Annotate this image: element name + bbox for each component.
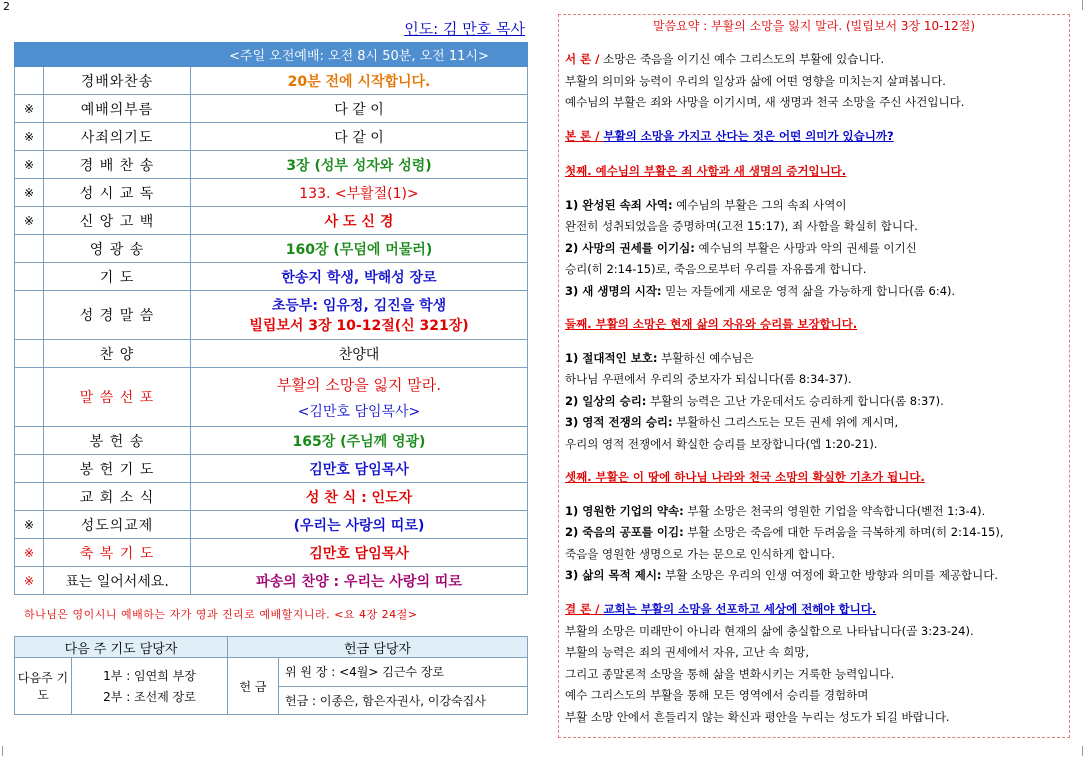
order-item-value: (우리는 사랑의 띠로) <box>191 511 528 539</box>
sermon-summary-panel <box>558 14 1070 738</box>
order-item-name: 성도의교제 <box>44 511 191 539</box>
order-row <box>15 263 528 291</box>
point-1-line: 3) 새 생명의 시작: 믿는 자들에게 새로운 영적 삶을 가능하게 합니다(롬 6:4). <box>565 283 956 298</box>
order-item-name: 축 복 기 도 <box>44 539 191 567</box>
point-3-line: 2) 죽음의 공포를 이김: 부활 소망은 죽음에 대한 두려움을 극복하게 하며(히 2:14-15), <box>565 525 1004 539</box>
point-3-heading: 셋째. 부활은 이 땅에 하나님 나라와 천국 소망의 확실한 기초가 됩니다. <box>565 470 925 484</box>
scripture-verse: 하나님은 영이시니 예배하는 자가 영과 진리로 예배할지니라. <요 4장 24절> <box>24 608 418 621</box>
order-row <box>15 427 528 455</box>
order-item-name: 영 광 송 <box>44 235 191 263</box>
point-2-line: 하나님 우편에서 우리의 중보자가 되십니다(롬 8:34-37). <box>565 372 852 386</box>
order-item-value: 파송의 찬양 : 우리는 사랑의 띠로 <box>191 567 528 595</box>
order-item-value: 160장 (무덤에 머물러) <box>191 235 528 263</box>
order-item-value: 김만호 담임목사 <box>191 455 528 483</box>
prayer-duty-label: 다음주 기 도 <box>15 658 72 715</box>
order-row <box>15 483 528 511</box>
order-row <box>15 340 528 368</box>
order-item-value: 다 같 이 <box>191 123 528 151</box>
prayer-duty-2: 2부 : 조선제 장로 <box>103 690 196 704</box>
sermon-preacher: <김만호 담임목사> <box>297 403 421 420</box>
corner-mark <box>1072 0 1083 10</box>
order-row <box>15 291 528 340</box>
preacher-label: 인도: 김 만호 목사 <box>404 20 525 38</box>
intro-section: 서 론 / 소망은 죽음을 이기신 예수 그리스도의 부활에 있습니다. 부활의 의미와 능력이 우리의 일상과 삶에 어떤 영향을 미치는지 살펴봅니다. 예수님의 부활은 죄와 사망을 이기시며, 새 생명과 천국 소망을 주신 사건입니다. <box>565 52 965 109</box>
corner-mark <box>2 746 13 756</box>
order-item-name: 봉 헌 기 도 <box>44 455 191 483</box>
point-2-line: 3) 영적 전쟁의 승리: 부활하신 그리스도는 모든 권세 위에 계시며, <box>565 415 899 429</box>
order-item-name: 경 배 찬 송 <box>44 151 191 179</box>
order-item-name: 봉 헌 송 <box>44 427 191 455</box>
order-item-value: 찬양대 <box>191 340 528 368</box>
prayer-duty-names <box>72 658 228 715</box>
intro-label: 서 론 / <box>565 52 600 66</box>
duty-header-row <box>15 637 528 658</box>
order-item-value <box>191 368 528 427</box>
offering-committee: 위 원 장 : <4월> 김근수 장로 <box>279 658 528 687</box>
order-item-name: 성 시 교 독 <box>44 179 191 207</box>
point-1-heading: 첫째. 예수님의 부활은 죄 사함과 새 생명의 증거입니다. <box>565 164 847 178</box>
order-item-value <box>191 291 528 340</box>
order-row: ※ 예배의부름 다 같 이 <box>15 95 528 123</box>
order-item-name: 찬 양 <box>44 340 191 368</box>
sermon-title: 부활의 소망을 잃지 말라. <box>277 375 441 394</box>
point-3-line: 3) 삶의 목적 제시: 부활 소망은 우리의 인생 여정에 확고한 방향과 의미를 제공합니다. <box>565 568 999 582</box>
order-item-name: 말 씀 선 포 <box>44 368 191 427</box>
order-item-name: 성 경 말 씀 <box>44 291 191 340</box>
order-row: ※ 성 시 교 독 133. <부활절(1)> <box>15 179 528 207</box>
order-item-name: 경배와찬송 <box>44 67 191 95</box>
order-item-value: 김만호 담임목사 <box>191 539 528 567</box>
service-time: <주일 오전예배: 오전 8시 50분, 오전 11시> <box>191 43 528 67</box>
summary-title: 말씀요약 : 부활의 소망을 잃지 말라. (빌립보서 3장 10-12절) <box>652 19 976 33</box>
order-item-name: 사죄의기도 <box>44 123 191 151</box>
service-time-row <box>15 43 528 67</box>
order-item-value: 20분 전에 시작합니다. <box>191 67 528 95</box>
point-2-heading: 둘째. 부활의 소망은 현재 삶의 자유와 승리를 보장합니다. <box>565 317 858 331</box>
body-heading: 본 론 / 부활의 소망을 가지고 산다는 것은 어떤 의미가 있습니까? <box>565 129 894 143</box>
worship-order-panel <box>14 16 528 595</box>
point-1 <box>565 161 955 302</box>
offering-members: 헌금 : 이종은, 함은자권사, 이강숙집사 <box>279 686 528 715</box>
order-row <box>15 67 528 95</box>
order-item-name: 표는 일어서세요. <box>44 567 191 595</box>
point-3 <box>565 467 1004 587</box>
corner-mark <box>1072 746 1083 756</box>
point-3-line: 죽음을 영원한 생명으로 가는 문으로 인식하게 합니다. <box>565 546 835 561</box>
page-number: 2 <box>3 0 10 13</box>
point-1-line: 2) 사망의 권세를 이기심: 예수님의 부활은 사망과 악의 권세를 이기신 <box>565 240 917 255</box>
order-item-value: 성 찬 식 : 인도자 <box>191 483 528 511</box>
order-item-name: 기 도 <box>44 263 191 291</box>
order-item-name: 신 앙 고 백 <box>44 207 191 235</box>
prayer-duty-1: 1부 : 임연희 부장 <box>103 669 196 683</box>
order-row: ※ 표는 일어서세요. 파송의 찬양 : 우리는 사랑의 띠로 <box>15 567 528 595</box>
order-item-value: 다 같 이 <box>191 95 528 123</box>
order-item-value: 3장 (성부 성자와 성령) <box>191 151 528 179</box>
order-item-name: 예배의부름 <box>44 95 191 123</box>
order-row: ※ 축 복 기 도 김만호 담임목사 <box>15 539 528 567</box>
prayer-duty-header: 다음 주 기도 담당자 <box>15 637 228 658</box>
order-item-value: 사 도 신 경 <box>191 207 528 235</box>
point-1-line: 완전히 성취되었음을 증명하며(고전 15:17), 죄 사함을 확실히 합니다. <box>565 219 918 233</box>
order-row <box>15 368 528 427</box>
order-row <box>15 455 528 483</box>
order-row: ※ 경 배 찬 송 3장 (성부 성자와 성령) <box>15 151 528 179</box>
order-item-value: 133. <부활절(1)> <box>191 179 528 207</box>
conclusion-section: 결 론 / 교회는 부활의 소망을 선포하고 세상에 전해야 합니다. 부활의 소망은 미래만이 아니라 현재의 삶에 충실함으로 나타납니다(골 3:23-24). 부활의 능력은 죄의 권세에서 자유, 고난 속 희망, 그리고 종말론적 소망을 통해 삶을 변화시키는 거룩한 능력입니다. 예수 그리스도의 부활을 통해 모든 영역에서 승리를 경험하며 부활 소망 안에서 흔들리지 않는 확신과 평안을 누리는 성도가 되길 바랍니다. <box>565 599 974 728</box>
order-row: ※ 신 앙 고 백 사 도 신 경 <box>15 207 528 235</box>
scripture-reader: 초등부: 임유정, 김진을 학생 <box>271 298 447 314</box>
point-1-line: 승리(히 2:14-15)로, 죽음으로부터 우리를 자유롭게 합니다. <box>565 262 867 276</box>
point-2-line: 우리의 영적 전쟁에서 확실한 승리를 보장합니다(엡 1:20-21). <box>565 436 878 451</box>
worship-order-table <box>14 42 528 595</box>
scripture-passage: 빌립보서 3장 10-12절(신 321장) <box>249 318 469 334</box>
order-row: ※ 사죄의기도 다 같 이 <box>15 123 528 151</box>
order-item-value: 한송지 학생, 박해성 장로 <box>191 263 528 291</box>
order-item-value: 165장 (주님께 영광) <box>191 427 528 455</box>
order-row: ※ 성도의교제 (우리는 사랑의 띠로) <box>15 511 528 539</box>
offering-duty-label: 헌 금 <box>228 658 279 715</box>
point-3-line: 1) 영원한 기업의 약속: 부활 소망은 천국의 영원한 기업을 약속합니다(벧전 1:3-4). <box>565 503 986 518</box>
point-2-line: 2) 일상의 승리: 부활의 능력은 고난 가운데서도 승리하게 합니다(롬 8:37). <box>565 393 944 408</box>
order-row <box>15 235 528 263</box>
point-1-line: 1) 완성된 속죄 사역: 예수님의 부활은 그의 속죄 사역이 <box>565 197 847 212</box>
duty-row <box>15 658 528 687</box>
conclusion-heading: 결 론 / 교회는 부활의 소망을 선포하고 세상에 전해야 합니다. <box>565 602 877 616</box>
point-2-line: 1) 절대적인 보호: 부활하신 예수님은 <box>565 350 754 365</box>
order-item-name: 교 회 소 식 <box>44 483 191 511</box>
duty-table <box>14 636 528 715</box>
point-2 <box>565 314 944 455</box>
offering-duty-header: 헌금 담당자 <box>228 637 528 658</box>
